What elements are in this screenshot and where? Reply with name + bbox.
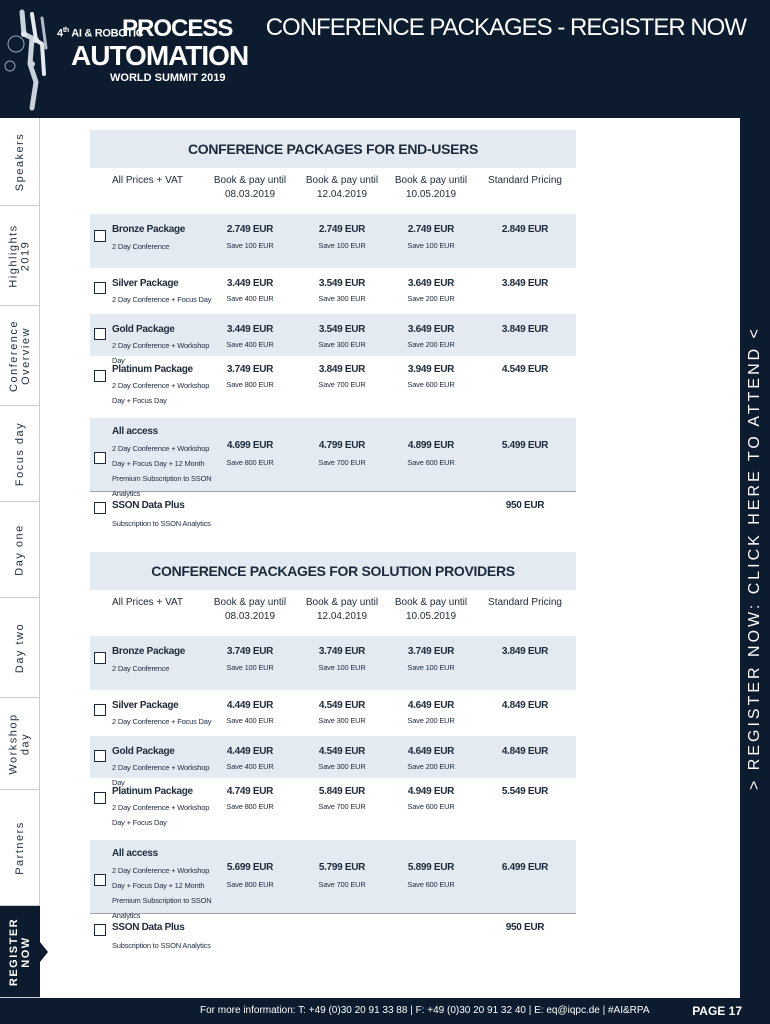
- select-silver-package-checkbox[interactable]: [94, 282, 106, 294]
- header-book-by-1204: Book & pay until 12.04.2019: [305, 175, 379, 200]
- table-header-row: [90, 590, 576, 636]
- price-2: 4.799 EUR: [318, 440, 366, 451]
- package-description: 2 Day Conference + Workshop Day: [112, 763, 210, 787]
- header-standard-pricing: Standard Pricing: [488, 175, 562, 186]
- saving-1: Save 400 EUR: [226, 716, 274, 725]
- page-title: CONFERENCE PACKAGES - REGISTER NOW: [265, 14, 746, 41]
- section-title-solution-providers: CONFERENCE PACKAGES FOR SOLUTION PROVIDERS: [90, 552, 576, 590]
- page-number: PAGE 17: [692, 1004, 742, 1018]
- price-2: 2.749 EUR: [318, 224, 366, 235]
- saving-2: Save 700 EUR: [318, 802, 366, 811]
- package-row: [90, 840, 576, 920]
- saving-3: Save 600 EUR: [407, 880, 455, 889]
- header-all-prices: All Prices + VAT: [112, 175, 184, 186]
- price-4: 3.849 EUR: [501, 324, 549, 335]
- price-2: 3.549 EUR: [318, 278, 366, 289]
- package-name: Bronze Package: [112, 224, 186, 235]
- price-4: 950 EUR: [505, 922, 545, 933]
- package-row: [90, 268, 576, 314]
- price-3: 4.949 EUR: [407, 786, 455, 797]
- price-3: 5.899 EUR: [407, 862, 455, 873]
- package-row: [90, 778, 576, 840]
- package-description: 2 Day Conference: [112, 242, 170, 251]
- header-book-by-1005: Book & pay until 10.05.2019: [394, 175, 468, 200]
- package-row: [90, 214, 576, 268]
- table-header-row: [90, 168, 576, 214]
- price-4: 3.849 EUR: [501, 646, 549, 657]
- summit-logo: [55, 10, 249, 90]
- package-row: [90, 418, 576, 498]
- select-all-access-checkbox[interactable]: [94, 874, 106, 886]
- package-row: [90, 736, 576, 787]
- price-3: 3.649 EUR: [407, 324, 455, 335]
- select-sson-data-plus-checkbox[interactable]: [94, 924, 106, 936]
- saving-1: Save 100 EUR: [226, 663, 274, 672]
- saving-3: Save 600 EUR: [407, 802, 455, 811]
- package-row: [90, 690, 576, 736]
- select-sson-data-plus-checkbox[interactable]: [94, 502, 106, 514]
- package-name: SSON Data Plus: [112, 500, 185, 511]
- price-4: 3.849 EUR: [501, 278, 549, 289]
- saving-3: Save 200 EUR: [407, 716, 455, 725]
- price-4: 4.849 EUR: [501, 700, 549, 711]
- price-3: 4.649 EUR: [407, 700, 455, 711]
- price-2: 5.849 EUR: [318, 786, 366, 797]
- sidebar-item-partners[interactable]: Partners: [0, 790, 40, 906]
- end-users-pricing-table: [90, 130, 576, 538]
- price-1: 3.749 EUR: [226, 646, 274, 657]
- header-banner: [0, 0, 770, 118]
- package-name: All access: [112, 426, 158, 437]
- price-2: 4.549 EUR: [318, 700, 366, 711]
- saving-2: Save 300 EUR: [318, 294, 366, 303]
- price-4: 5.549 EUR: [501, 786, 549, 797]
- solution-providers-pricing-table: [90, 552, 576, 960]
- package-description: 2 Day Conference + Workshop Day + Focus Day: [112, 381, 210, 405]
- package-description: 2 Day Conference + Workshop Day + Focus Day + 12 Month Premium Subscription to SSON Analytics: [112, 866, 212, 920]
- register-now-bar[interactable]: > REGISTER NOW: CLICK HERE TO ATTEND <: [740, 118, 770, 998]
- saving-1: Save 400 EUR: [226, 294, 274, 303]
- price-1: 3.449 EUR: [226, 324, 274, 335]
- saving-2: Save 300 EUR: [318, 716, 366, 725]
- price-4: 2.849 EUR: [501, 224, 549, 235]
- saving-1: Save 800 EUR: [226, 880, 274, 889]
- package-description: Subscription to SSON Analytics: [112, 941, 211, 950]
- price-2: 3.749 EUR: [318, 646, 366, 657]
- section-title-end-users: CONFERENCE PACKAGES FOR END-USERS: [90, 130, 576, 168]
- package-name: Platinum Package: [112, 786, 193, 797]
- price-2: 3.549 EUR: [318, 324, 366, 335]
- logo-automation: AUTOMATION: [71, 40, 249, 71]
- package-row: [90, 356, 576, 418]
- footer-bar: [0, 998, 770, 1024]
- package-description: Subscription to SSON Analytics: [112, 519, 211, 528]
- saving-3: Save 200 EUR: [407, 340, 455, 349]
- sidebar-item-conference-overview[interactable]: Conference Overview: [0, 306, 40, 406]
- saving-3: Save 100 EUR: [407, 663, 455, 672]
- header-standard-pricing: Standard Pricing: [488, 597, 562, 608]
- package-name: Platinum Package: [112, 364, 193, 375]
- package-description: 2 Day Conference + Workshop Day + Focus Day: [112, 803, 210, 827]
- saving-2: Save 300 EUR: [318, 340, 366, 349]
- header-book-by-1204: Book & pay until 12.04.2019: [305, 597, 379, 622]
- sidebar-item-focus-day[interactable]: Focus day: [0, 406, 40, 502]
- saving-2: Save 700 EUR: [318, 880, 366, 889]
- price-2: 4.549 EUR: [318, 746, 366, 757]
- price-3: 3.749 EUR: [407, 646, 455, 657]
- select-gold-package-checkbox[interactable]: [94, 750, 106, 762]
- saving-3: Save 200 EUR: [407, 294, 455, 303]
- select-bronze-package-checkbox[interactable]: [94, 652, 106, 664]
- header-all-prices: All Prices + VAT: [112, 597, 184, 608]
- sidebar-item-speakers[interactable]: Speakers: [0, 118, 40, 206]
- price-1: 4.449 EUR: [226, 746, 274, 757]
- price-1: 3.449 EUR: [226, 278, 274, 289]
- package-description: 2 Day Conference: [112, 664, 170, 673]
- header-book-by-0803: Book & pay until 08.03.2019: [213, 597, 287, 622]
- price-3: 2.749 EUR: [407, 224, 455, 235]
- saving-1: Save 800 EUR: [226, 380, 274, 389]
- sidebar-item-day-one[interactable]: Day one: [0, 502, 40, 598]
- price-4: 950 EUR: [505, 500, 545, 511]
- package-row: [90, 636, 576, 690]
- price-4: 4.849 EUR: [501, 746, 549, 757]
- section-nav-sidebar: [0, 118, 40, 998]
- package-rows: [90, 214, 576, 538]
- package-name: All access: [112, 848, 158, 859]
- sidebar-item-register-now[interactable]: REGISTER NOW: [0, 906, 40, 998]
- price-4: 5.499 EUR: [501, 440, 549, 451]
- price-3: 3.949 EUR: [407, 364, 455, 375]
- footer-contact-info: For more information: T: +49 (0)30 20 91 33 88 | F: +49 (0)30 20 91 32 40 | E: eq@iqpc.de | #AI&RPA: [200, 1005, 650, 1016]
- saving-3: Save 600 EUR: [407, 458, 455, 467]
- price-1: 3.749 EUR: [226, 364, 274, 375]
- logo-world-summit: WORLD SUMMIT 2019: [110, 72, 226, 84]
- price-1: 4.749 EUR: [226, 786, 274, 797]
- package-name: Silver Package: [112, 278, 179, 289]
- select-bronze-package-checkbox[interactable]: [94, 230, 106, 242]
- price-2: 3.849 EUR: [318, 364, 366, 375]
- saving-1: Save 100 EUR: [226, 241, 274, 250]
- package-name: Bronze Package: [112, 646, 186, 657]
- saving-3: Save 100 EUR: [407, 241, 455, 250]
- package-rows: [90, 636, 576, 960]
- select-platinum-package-checkbox[interactable]: [94, 792, 106, 804]
- package-description: 2 Day Conference + Workshop Day: [112, 341, 210, 365]
- package-row: [90, 314, 576, 365]
- price-1: 4.699 EUR: [226, 440, 274, 451]
- select-silver-package-checkbox[interactable]: [94, 704, 106, 716]
- package-name: Gold Package: [112, 746, 175, 757]
- saving-2: Save 700 EUR: [318, 458, 366, 467]
- header-book-by-0803: Book & pay until 08.03.2019: [213, 175, 287, 200]
- price-3: 4.649 EUR: [407, 746, 455, 757]
- price-1: 4.449 EUR: [226, 700, 274, 711]
- sidebar-item-highlights[interactable]: Highlights 2019: [0, 206, 40, 306]
- saving-3: Save 600 EUR: [407, 380, 455, 389]
- package-row: [90, 492, 576, 538]
- price-2: 5.799 EUR: [318, 862, 366, 873]
- sidebar-item-workshop-day[interactable]: Workshop day: [0, 698, 40, 790]
- logo-prefix: 4th AI & ROBOTIC: [57, 27, 144, 40]
- price-1: 5.699 EUR: [226, 862, 274, 873]
- saving-1: Save 800 EUR: [226, 458, 274, 467]
- price-4: 4.549 EUR: [501, 364, 549, 375]
- saving-2: Save 100 EUR: [318, 663, 366, 672]
- select-platinum-package-checkbox[interactable]: [94, 370, 106, 382]
- saving-2: Save 300 EUR: [318, 762, 366, 771]
- select-gold-package-checkbox[interactable]: [94, 328, 106, 340]
- package-name: Gold Package: [112, 324, 175, 335]
- select-all-access-checkbox[interactable]: [94, 452, 106, 464]
- package-description: 2 Day Conference + Focus Day: [112, 295, 212, 304]
- sidebar-item-day-two[interactable]: Day two: [0, 598, 40, 698]
- package-description: 2 Day Conference + Workshop Day + Focus Day + 12 Month Premium Subscription to SSON Analytics: [112, 444, 212, 498]
- saving-3: Save 200 EUR: [407, 762, 455, 771]
- saving-2: Save 100 EUR: [318, 241, 366, 250]
- header-book-by-1005: Book & pay until 10.05.2019: [394, 597, 468, 622]
- price-3: 4.899 EUR: [407, 440, 455, 451]
- saving-1: Save 800 EUR: [226, 802, 274, 811]
- package-description: 2 Day Conference + Focus Day: [112, 717, 212, 726]
- package-row: [90, 914, 576, 960]
- price-3: 3.649 EUR: [407, 278, 455, 289]
- package-name: SSON Data Plus: [112, 922, 185, 933]
- robot-hand-illustration: [2, 4, 56, 114]
- saving-1: Save 400 EUR: [226, 762, 274, 771]
- price-4: 6.499 EUR: [501, 862, 549, 873]
- saving-2: Save 700 EUR: [318, 380, 366, 389]
- logo-process: PROCESS: [122, 15, 233, 42]
- saving-1: Save 400 EUR: [226, 340, 274, 349]
- price-1: 2.749 EUR: [226, 224, 274, 235]
- package-name: Silver Package: [112, 700, 179, 711]
